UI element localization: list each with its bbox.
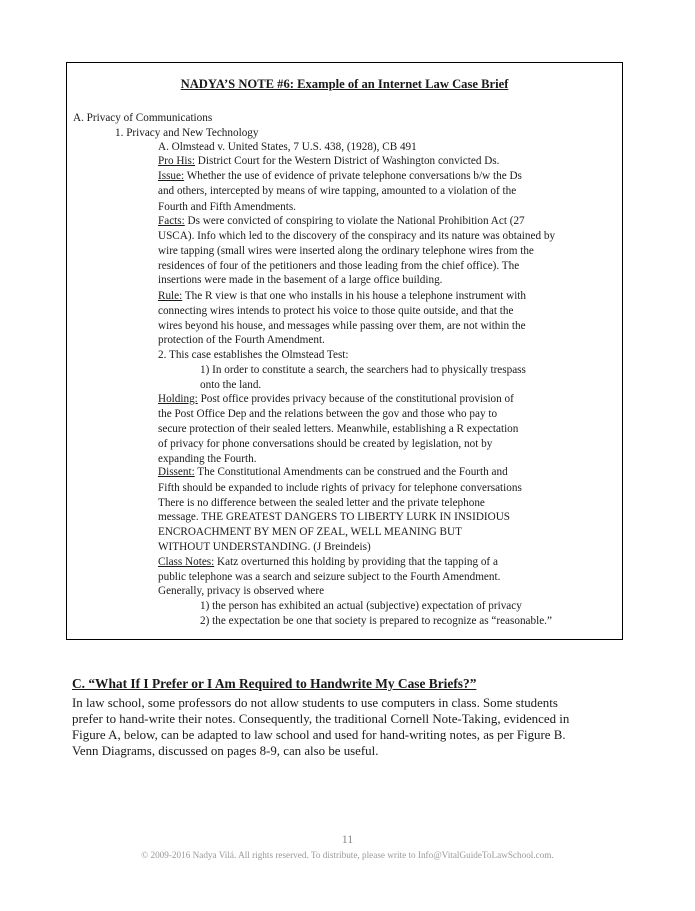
class-notes-text-1: Katz overturned this holding by providing that the tapping of a <box>214 556 498 568</box>
section-c-title: C. “What If I Prefer or I Am Required to Handwrite My Case Briefs?” <box>72 676 477 691</box>
facts-text-2: USCA). Info which led to the discovery of the conspiracy and its nature was obtained by <box>158 230 556 242</box>
issue-text-1: Whether the use of evidence of private telephone conversations b/w the Ds <box>184 170 522 182</box>
issue-line-1 <box>158 170 522 183</box>
holding-text-4: of privacy for phone conversations should be created by legislation, not by <box>158 438 493 450</box>
issue-text-3: Fourth and Fifth Amendments. <box>158 201 296 213</box>
section-c-text-1: In law school, some professors do not allow students to use computers in class. Some students <box>72 696 558 710</box>
rule-text-3: wires beyond his house, and messages while passing over them, are not within the <box>158 320 526 332</box>
outline-1: 1. Privacy and New Technology <box>115 127 259 139</box>
holding-text-5: expanding the Fourth. <box>158 453 257 465</box>
section-c-text-4: Venn Diagrams, discussed on pages 8-9, can also be useful. <box>72 744 379 758</box>
holding-text-1: Post office provides privacy because of the constitutional provision of <box>197 393 514 405</box>
holding-label: Holding: <box>158 393 198 405</box>
dissent-text-6: WITHOUT UNDERSTANDING. (J Breindeis) <box>158 541 371 553</box>
facts-text-3: wire tapping (small wires were inserted along the ordinary telephone wires from the <box>158 245 534 257</box>
facts-line-1 <box>158 215 525 228</box>
dissent-text-2: Fifth should be expanded to include rights of privacy for telephone conversations <box>158 482 522 494</box>
holding-text-3: secure protection of their sealed letters. Meanwhile, establishing a R expectation <box>158 423 519 435</box>
test-heading: 2. This case establishes the Olmstead Test: <box>158 349 349 361</box>
outline-a: A. Privacy of Communications <box>73 112 213 124</box>
page-number: 11 <box>341 832 354 846</box>
pro-his-line <box>158 155 499 168</box>
facts-text-5: insertions were made in the basement of a large office building. <box>158 274 443 286</box>
rule-text-4: protection of the Fourth Amendment. <box>158 334 325 346</box>
class-notes-line-1 <box>158 556 498 569</box>
test-item-1: 1) In order to constitute a search, the searchers had to physically trespass <box>200 364 526 376</box>
section-c-text-3: Figure A, below, can be adapted to law school and used for hand-writing notes, as per Figure B. <box>72 728 566 742</box>
facts-text-4: residences of four of the petitioners and those leading from the chief office). The <box>158 260 520 272</box>
section-c-text-2: prefer to hand-write their notes. Consequently, the traditional Cornell Note-Taking, evidenced in <box>72 712 570 726</box>
pro-his-text: District Court for the Western District of Washington convicted Ds. <box>195 155 500 167</box>
dissent-line-1 <box>158 466 508 479</box>
rule-text-2: connecting wires intends to protect his voice to those quite outside, and that the <box>158 305 514 317</box>
note-title: NADYA’S NOTE #6: Example of an Internet Law Case Brief <box>180 77 509 91</box>
facts-label: Facts: <box>158 215 185 227</box>
dissent-text-4: message. THE GREATEST DANGERS TO LIBERTY LURK IN INSIDIOUS <box>158 511 511 523</box>
class-notes-label: Class Notes: <box>158 556 215 568</box>
facts-text-1: Ds were convicted of conspiring to violate the National Prohibition Act (27 <box>184 215 525 227</box>
class-notes-text-3: Generally, privacy is observed where <box>158 585 325 597</box>
pro-his-label: Pro His: <box>158 155 195 167</box>
rule-text-1: The R view is that one who installs in his house a telephone instrument with <box>182 290 527 302</box>
dissent-text-1: The Constitutional Amendments can be construed and the Fourth and <box>194 466 508 478</box>
case-brief-box <box>66 62 623 640</box>
test-item-1-cont: onto the land. <box>200 379 262 391</box>
holding-text-2: the Post Office Dep and the relations between the gov and those who pay to <box>158 408 498 420</box>
dissent-text-5: ENCROACHMENT BY MEN OF ZEAL, WELL MEANING BUT <box>158 526 462 538</box>
class-notes-text-2: public telephone was a search and seizure subject to the Fourth Amendment. <box>158 571 501 583</box>
class-notes-item-2: 2) the expectation be one that society is prepared to recognize as “reasonable.” <box>200 615 552 627</box>
dissent-label: Dissent: <box>158 466 195 478</box>
issue-label: Issue: <box>158 170 185 182</box>
dissent-text-3: There is no difference between the sealed letter and the private telephone <box>158 497 485 509</box>
rule-line-1 <box>158 290 526 303</box>
holding-line-1 <box>158 393 514 406</box>
class-notes-item-1: 1) the person has exhibited an actual (subjective) expectation of privacy <box>200 600 522 612</box>
issue-text-2: and others, intercepted by means of wire tapping, amounted to a violation of the <box>158 185 517 197</box>
case-citation: A. Olmstead v. United States, 7 U.S. 438, (1928), CB 491 <box>158 141 417 153</box>
rule-label: Rule: <box>158 290 183 302</box>
copyright-footer: © 2009-2016 Nadya Vilá. All rights reserved. To distribute, please write to Info@VitalGuideToLawSchool.com. <box>141 850 554 860</box>
